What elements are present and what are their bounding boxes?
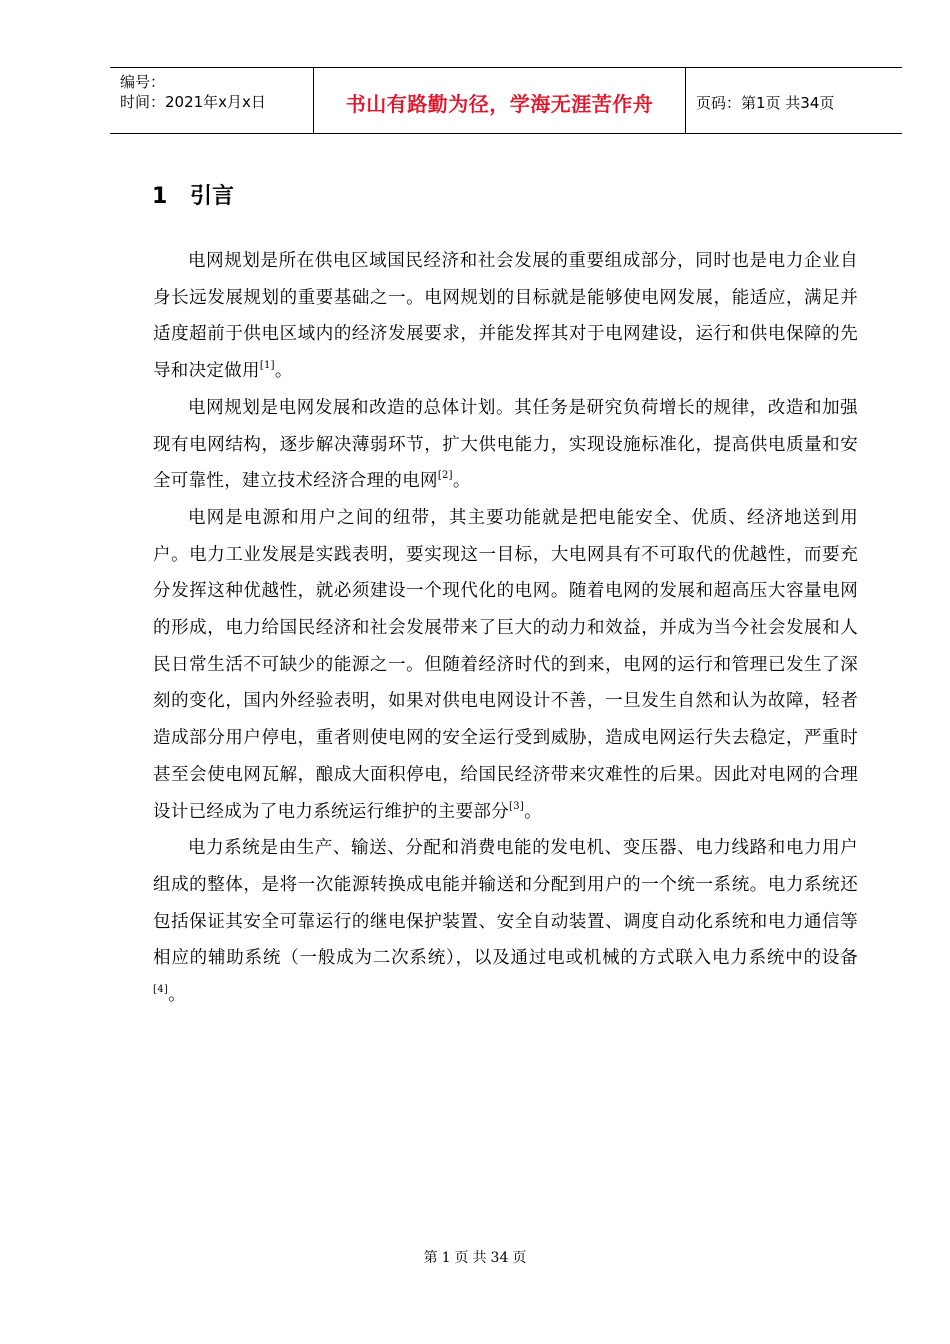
citation-ref: [2] [437, 470, 453, 482]
citation-ref: [4] [153, 984, 169, 996]
paragraph-text: 电网规划是所在供电区域国民经济和社会发展的重要组成部分，同时也是电力企业自身长远发展规划的重要基础之一。电网规划的目标就是能够使电网发展，能适应，满足并适度超前于供电区域内的经济发展要求，并能发挥其对于电网建设，运行和供电保障的先导和决定做用 [153, 251, 858, 382]
paragraph-end: 。 [168, 985, 186, 1006]
paragraph [153, 500, 858, 830]
paragraph-end: 。 [452, 471, 471, 492]
section-heading [152, 182, 234, 212]
footer-text: 第 [423, 1250, 438, 1266]
footer-total-pages: 34 [490, 1250, 509, 1266]
body-text [153, 243, 858, 1014]
paragraph [153, 243, 858, 390]
paragraph-end: 。 [524, 801, 542, 822]
paragraph-text: 电网是电源和用户之间的纽带，其主要功能就是把电能安全、优质、经济地送到用户。电力工业发展是实践表明，要实现这一目标，大电网具有不可取代的优越性，而要充分发挥这种优越性，就必须建设一个现代化的电网。随着电网的发展和超高压大容量电网的形成，电力给国民经济和社会发展带来了巨大的动力和效益，并成为当今社会发展和人民日常生活不可缺少的能源之一。但随着经济时代的到来，电网的运行和管理已发生了深刻的变化，国内外经验表明，如果对供电电网设计不善，一旦发生自然和认为故障，轻者造成部分用户停电，重者则使电网的安全运行受到威胁，造成电网运行失去稳定，严重时甚至会使电网瓦解，酿成大面积停电，给国民经济带来灾难性的后果。因此对电网的合理设计已经成为了电力系统运行维护的主要部分 [153, 507, 858, 822]
paragraph [153, 830, 858, 1014]
paragraph [153, 390, 858, 500]
citation-ref: [3] [509, 800, 525, 812]
footer-text: 共 [472, 1250, 487, 1266]
page-footer [0, 1247, 950, 1267]
section-title: 引言 [190, 184, 235, 209]
date-label: 时间：2021年x月x日 [120, 93, 266, 111]
paragraph-text: 电力系统是由生产、输送、分配和消费电能的发电机、变压器、电力线路和电力用户组成的整体，是将一次能源转换成电能并输送和分配到用户的一个统一系统。电力系统还包括保证其安全可靠运行的继电保护装置、安全自动装置、调度自动化系统和电力通信等相应的辅助系统（一般成为二次系统），以及通过电或机械的方式联入电力系统中的设备 [153, 838, 858, 969]
footer-page-number: 1 [441, 1250, 451, 1266]
header-page-number: 页码：第1页 共34页 [696, 94, 835, 112]
serial-number-label: 编号： [120, 73, 166, 91]
citation-ref: [1] [259, 360, 275, 372]
header-meta-cell [110, 68, 314, 133]
page-header [110, 67, 902, 134]
footer-text: 页 [512, 1250, 527, 1266]
header-motto: 书山有路勤为径，学海无涯苦作舟 [314, 68, 686, 133]
paragraph-text: 电网规划是电网发展和改造的总体计划。其任务是研究负荷增长的规律，改造和加强现有电网结构，逐步解决薄弱环节，扩大供电能力，实现设施标准化，提高供电质量和安全可靠性，建立技术经济合理的电网 [153, 397, 858, 492]
paragraph-end: 。 [274, 361, 293, 382]
section-number: 1 [152, 184, 168, 209]
footer-text: 页 [454, 1250, 469, 1266]
